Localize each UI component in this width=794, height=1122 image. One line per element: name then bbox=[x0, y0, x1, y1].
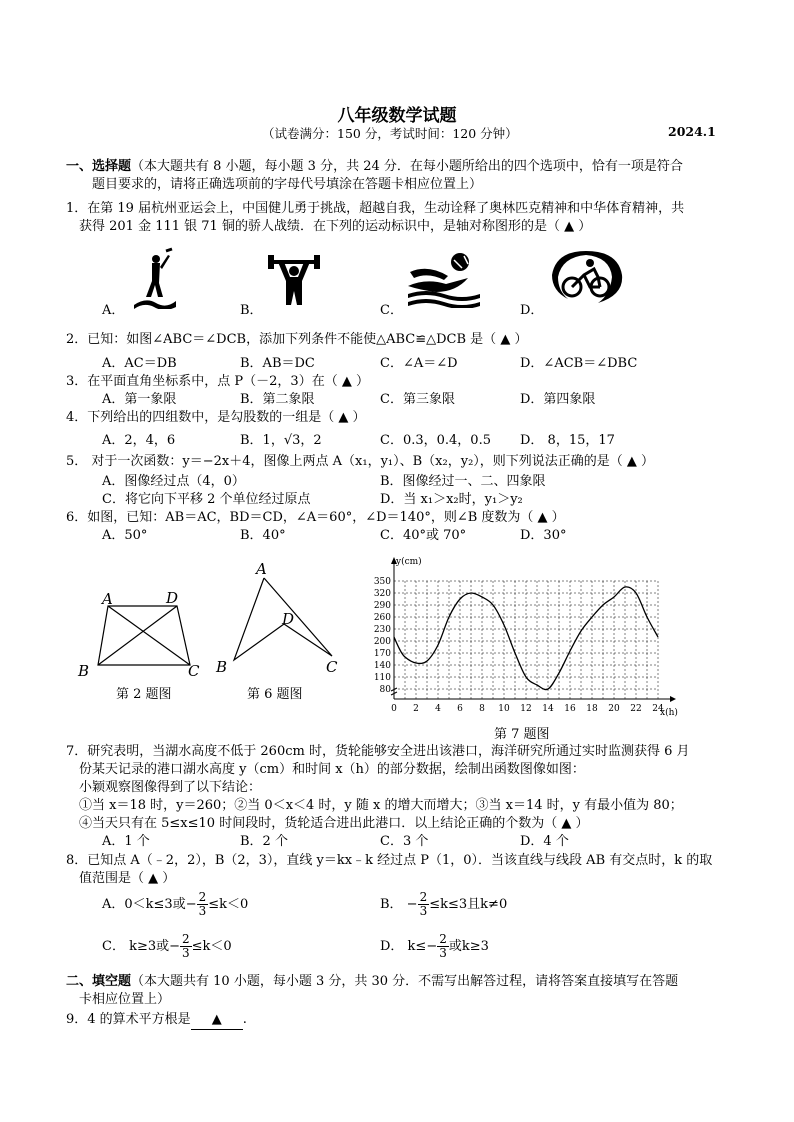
q1-line2: 获得 201 金 111 银 71 铜的骄人战绩．在下列的运动标识中，是轴对称图形的是（ ▲ ） bbox=[79, 219, 592, 234]
q8-option-c: C． k≥3或− $\frac{2}{3}$ ≤k＜0 bbox=[102, 932, 232, 960]
exam-info: （试卷满分：150 分，考试时间：120 分钟） bbox=[262, 126, 518, 141]
q4-option-c: C．0.3，0.4，0.5 bbox=[380, 433, 491, 448]
figure-q2 bbox=[74, 584, 214, 680]
q8-option-a: A．0＜k≤3或− $\frac{2}{3}$ ≤k＜0 bbox=[102, 890, 249, 918]
x-tick-label: 2 bbox=[413, 704, 419, 714]
q2-option-c: C．∠A＝∠D bbox=[380, 356, 458, 371]
q1-option-b: B． bbox=[240, 303, 263, 318]
q2-option-a: A．AC＝DB bbox=[102, 356, 177, 371]
q5-option-d: D．当 x₁＞x₂时，y₁＞y₂ bbox=[380, 492, 523, 507]
y-tick-label: 350 bbox=[373, 577, 391, 587]
golfer-icon bbox=[130, 247, 180, 309]
q8-line2: 值范围是（ ▲ ） bbox=[79, 871, 176, 886]
section1-header bbox=[66, 158, 683, 176]
q1-line1: 1．在第 19 届杭州亚运会上，中国健儿勇于挑战，超越自我，生动诠释了奥林匹克精神和中华体育精神，共 bbox=[66, 201, 685, 216]
chart-ticks bbox=[374, 577, 664, 714]
q4-option-b: B．1，√3，2 bbox=[240, 433, 322, 448]
q1-option-c: C． bbox=[380, 303, 403, 318]
x-tick-label: 12 bbox=[520, 704, 532, 714]
q3-option-b: B．第二象限 bbox=[240, 392, 315, 407]
section1-desc2: 题目要求的，请将正确选项前的字母代号填涂在答题卡相应位置上） bbox=[92, 177, 483, 192]
q2-option-d: D．∠ACB＝∠DBC bbox=[520, 356, 638, 371]
fraction: $\frac{2}{3}$ bbox=[419, 890, 428, 918]
y-tick-label: 230 bbox=[373, 625, 391, 635]
fraction: $\frac{2}{3}$ bbox=[182, 932, 190, 960]
q7-line5: ④当天只有在 5≤x≤10 时间段时，货轮适合进出此港口．以上结论正确的个数为（ ▲ ） bbox=[79, 816, 589, 831]
x-axis-arrow bbox=[670, 696, 676, 702]
fig2-caption: 第 2 题图 bbox=[116, 687, 172, 702]
fig2-label-c: C bbox=[188, 662, 200, 680]
q3-option-a: A．第一象限 bbox=[102, 392, 177, 407]
y-tick-label: 320 bbox=[373, 589, 391, 599]
q7-option-a: A．1 个 bbox=[102, 834, 150, 849]
x-tick-label: 0 bbox=[391, 704, 397, 714]
x-tick-label: 24 bbox=[652, 704, 664, 714]
q3-stem: 3．在平面直角坐标系中，点 P（－2，3）在（ ▲ ） bbox=[66, 374, 369, 389]
y-tick-label: 80 bbox=[379, 685, 391, 695]
q4-stem: 4．下列给出的四组数中，是勾股数的一组是（ ▲ ） bbox=[66, 410, 366, 425]
q9-stem: 9．4 的算术平方根是 bbox=[66, 1012, 191, 1027]
x-tick-label: 8 bbox=[479, 704, 485, 714]
q6-option-b: B．40° bbox=[240, 528, 286, 543]
chart-grid bbox=[394, 581, 658, 699]
x-tick-label: 14 bbox=[542, 704, 554, 714]
figure-q6 bbox=[212, 556, 352, 680]
fig2-label-a: A bbox=[102, 590, 113, 608]
section2-desc2: 卡相应位置上） bbox=[79, 992, 171, 1007]
fig2-label-b: B bbox=[78, 662, 90, 680]
section2-header bbox=[66, 973, 678, 991]
answer-blank[interactable]: ▲ bbox=[191, 1011, 243, 1030]
chart-axes bbox=[391, 557, 676, 702]
chart-x-label: x(h) bbox=[660, 708, 678, 718]
fraction: $\frac{2}{3}$ bbox=[198, 890, 207, 918]
fig6-label-b: B bbox=[216, 658, 228, 676]
q6-option-c: C．40°或 70° bbox=[380, 528, 467, 543]
q1-option-a: A． bbox=[102, 303, 125, 318]
section2-desc: （本大题共有 10 小题，每小题 3 分，共 30 分．不需写出解答过程，请将答案直接填写在答题 bbox=[131, 974, 679, 989]
q6-option-d: D．30° bbox=[520, 528, 567, 543]
q8-option-b: B． − $\frac{2}{3}$ ≤k≤3且k≠0 bbox=[380, 890, 508, 918]
y-tick-label: 260 bbox=[373, 613, 391, 623]
q4-option-a: A．2，4，6 bbox=[102, 433, 176, 448]
q6-option-a: A．50° bbox=[102, 528, 148, 543]
q6-stem: 6．如图，已知：AB＝AC，BD＝CD，∠A＝60°，∠D＝140°，则∠B 度数为（ ▲ ） bbox=[66, 510, 565, 525]
exam-date: 2024.1 bbox=[668, 124, 716, 139]
q7-option-d: D．4 个 bbox=[520, 834, 569, 849]
y-tick-label: 140 bbox=[373, 661, 391, 671]
x-tick-label: 18 bbox=[586, 704, 598, 714]
q5-option-b: B．图像经过一、二、四象限 bbox=[380, 474, 546, 489]
q3-option-c: C．第三象限 bbox=[380, 392, 455, 407]
y-tick-label: 110 bbox=[373, 673, 391, 683]
q3-option-d: D．第四象限 bbox=[520, 392, 596, 407]
fraction: $\frac{2}{3}$ bbox=[439, 932, 447, 960]
x-tick-label: 22 bbox=[630, 704, 642, 714]
fig6-label-d: D bbox=[282, 610, 295, 628]
q8-line1: 8．已知点 A（﹣2，2），B（2，3），直线 y＝kx﹣k 经过点 P（1，0）．当该直线与线段 AB 有交点时，k 的取 bbox=[66, 853, 713, 868]
section2-heading: 二、填空题 bbox=[66, 974, 132, 989]
fig6-caption: 第 6 题图 bbox=[247, 687, 303, 702]
weightlifter-icon bbox=[266, 247, 322, 307]
fig2-label-d: D bbox=[166, 589, 179, 607]
x-tick-label: 6 bbox=[457, 704, 463, 714]
chart-y-label: y(cm) bbox=[396, 557, 422, 567]
section1-heading: 一、选择题 bbox=[66, 159, 132, 174]
y-tick-label: 170 bbox=[373, 649, 391, 659]
q7-line2: 份某天记录的港口湖水高度 y（cm）和时间 x（h）的部分数据，绘制出函数图像如图： bbox=[79, 762, 585, 777]
x-tick-label: 10 bbox=[498, 704, 510, 714]
y-tick-label: 200 bbox=[373, 637, 391, 647]
q5-stem: 5． 对于一次函数：y＝−2x＋4，图像上两点 A（x₁，y₁）、B（x₂，y₂），则下列说法正确的是（ ▲ ） bbox=[66, 454, 655, 469]
q5-option-c: C．将它向下平移 2 个单位经过原点 bbox=[102, 492, 311, 507]
x-tick-label: 16 bbox=[564, 704, 576, 714]
q2-option-b: B．AB＝DC bbox=[240, 356, 315, 371]
q9: 9．4 的算术平方根是 ▲ . bbox=[66, 1011, 247, 1030]
page-title: 八年级数学试题 bbox=[337, 106, 457, 126]
q7-line4: ①当 x＝18 时，y＝260；②当 0＜x＜4 时，y 随 x 的增大而增大；③当 x＝14 时，y 有最小值为 80； bbox=[79, 798, 683, 813]
section1-desc: （本大题共有 8 小题，每小题 3 分，共 24 分．在每小题所给出的四个选项中，恰有一项是符合 bbox=[131, 159, 683, 174]
x-tick-label: 20 bbox=[608, 704, 620, 714]
y-tick-label: 290 bbox=[373, 601, 391, 611]
fig6-label-a: A bbox=[256, 560, 267, 578]
q4-option-d: D． 8，15，17 bbox=[520, 433, 615, 448]
q1-option-d: D． bbox=[520, 303, 544, 318]
q2-stem: 2．已知：如图∠ABC＝∠DCB，添加下列条件不能使△ABC≌△DCB 是（ ▲ ） bbox=[66, 332, 528, 347]
q7-line1: 7．研究表明，当湖水高度不低于 260cm 时，货轮能够安全进出该港口，海洋研究所通过实时监测获得 6 月 bbox=[66, 744, 690, 759]
x-tick-label: 4 bbox=[435, 704, 441, 714]
q7-option-c: C．3 个 bbox=[380, 834, 429, 849]
q5-option-a: A．图像经过点（4，0） bbox=[102, 474, 245, 489]
q7-line3: 小颖观察图像得到了以下结论： bbox=[79, 780, 262, 795]
cyclist-icon bbox=[546, 247, 626, 307]
fig7-caption: 第 7 题图 bbox=[494, 727, 550, 742]
fig6-label-c: C bbox=[326, 658, 338, 676]
figure-q7-chart bbox=[366, 552, 680, 720]
q8-option-d: D． k≤− $\frac{2}{3}$ 或k≥3 bbox=[380, 932, 489, 960]
water-polo-icon bbox=[406, 250, 482, 308]
q7-option-b: B．2 个 bbox=[240, 834, 288, 849]
